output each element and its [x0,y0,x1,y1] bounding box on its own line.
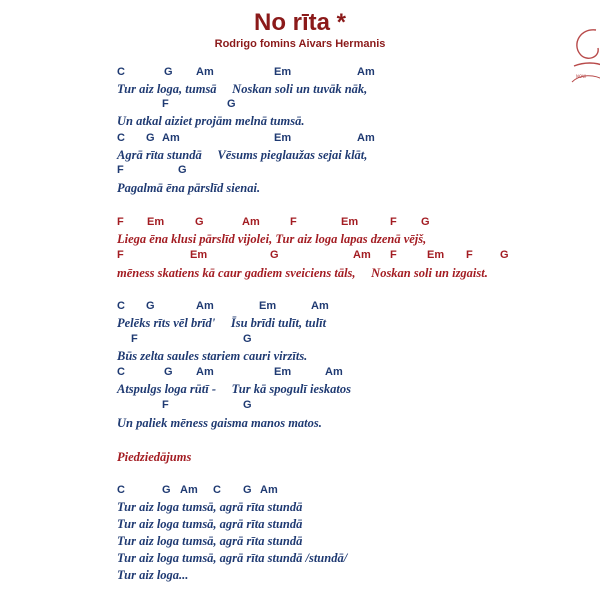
chord: G [164,366,173,378]
chord-line [0,216,600,232]
chord-line [0,132,600,148]
chord: F [162,98,169,110]
lyric-line: Liega ēna klusi pārslīd vijolei, Tur aiz loga lapas dzenā vējš, [117,232,427,246]
lyric-line: Un atkal aiziet projām melnā tumsā. [117,114,305,128]
chord: G [500,249,509,261]
chord: Am [357,132,375,144]
chord: G [243,333,252,345]
chord: F [117,216,124,228]
lyric-line: Tur aiz loga tumsā, agrā rīta stundā /stundā/ [117,551,348,565]
chord: Am [162,132,180,144]
lyric-line: Tur aiz loga... [117,568,189,582]
chord-line [0,333,600,349]
song-authors: Rodrigo fomins Aivars Hermanis [214,38,386,50]
chord: C [117,484,125,496]
chord-line [0,249,600,265]
chord: G [162,484,171,496]
chord: G [243,484,252,496]
chord: Am [180,484,198,496]
chord-line [0,300,600,316]
chord: Am [196,300,214,312]
chord-line [0,66,600,82]
chord: F [466,249,473,261]
chord: G [195,216,204,228]
chord: Em [147,216,165,228]
chord: Am [357,66,375,78]
chord: Em [427,249,445,261]
chord: F [117,164,124,176]
chord: G [421,216,430,228]
chord: F [117,249,124,261]
chord: G [227,98,236,110]
chord: G [146,300,155,312]
chord: Am [311,300,329,312]
chord: C [117,366,125,378]
chord: Am [325,366,343,378]
song-title: No rīta * [253,9,346,36]
chord: Em [259,300,277,312]
chorus-heading: Piedziedājums [117,450,192,464]
chord: G [178,164,187,176]
chord: Em [274,66,292,78]
lyric-line: Tur aiz loga, tumsā Noskan soli un tuvāk nāk, [117,82,368,96]
chord-line [0,399,600,415]
chord: G [164,66,173,78]
chord: Am [196,66,214,78]
lyric-line: Pelēks rīts vēl brīd' Īsu brīdi tulīt, tulīt [117,316,327,330]
chord: Am [353,249,371,261]
lyric-line: Pagalmā ēna pārslīd sienai. [117,181,261,195]
chord-line [0,164,600,180]
chord-line [0,366,600,382]
lyric-line: Un paliek mēness gaisma manos matos. [117,416,322,430]
chord: Am [196,366,214,378]
lyric-line: Atspulgs loga rūtī - Tur kā spogulī ieskatos [117,382,351,396]
chord: C [213,484,221,496]
chord: C [117,132,125,144]
chord: G [146,132,155,144]
logo-caption: NOW [576,74,587,79]
chord: C [117,66,125,78]
chord: Em [274,132,292,144]
lyric-line: mēness skatiens kā caur gadiem sveiciens tāls, Noskan soli un izgaist. [117,266,488,280]
chord: G [243,399,252,411]
chord: F [131,333,138,345]
chord: C [117,300,125,312]
lyric-line: Tur aiz loga tumsā, agrā rīta stundā [117,534,303,548]
lyric-line: Tur aiz loga tumsā, agrā rīta stundā [117,517,303,531]
chord: F [162,399,169,411]
lyric-line: Būs zelta saules stariem cauri virzīts. [117,349,308,363]
chord: G [270,249,279,261]
chord-line [0,98,600,114]
lyric-line: Tur aiz loga tumsā, agrā rīta stundā [117,500,303,514]
chord: Em [341,216,359,228]
chord: F [290,216,297,228]
chord-line [0,484,600,500]
chord: Am [260,484,278,496]
chord: F [390,216,397,228]
chord: Am [242,216,260,228]
chord: Em [190,249,208,261]
chord: F [390,249,397,261]
chord: Em [274,366,292,378]
lyric-line: Agrā rīta stundā Vēsums pieglaužas sejai klāt, [117,148,368,162]
